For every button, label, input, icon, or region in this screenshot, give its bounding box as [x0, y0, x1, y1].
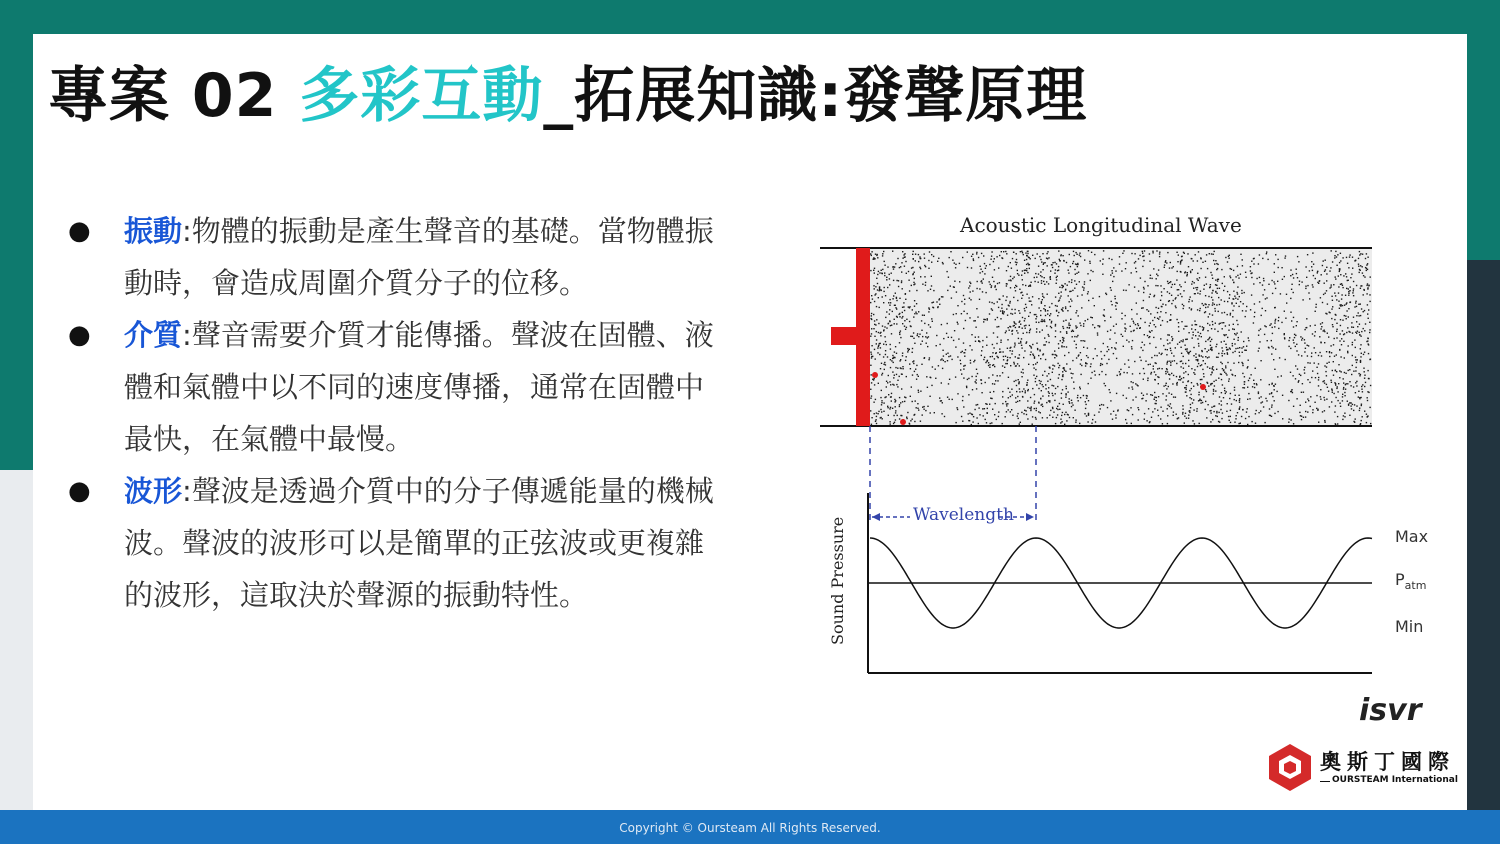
acoustic-wave-figure [725, 205, 1455, 728]
bullet-dot-icon: ● [68, 216, 91, 246]
min-label: Min [1395, 617, 1424, 636]
max-label: Max [1395, 527, 1429, 546]
cube-logo-icon [1266, 742, 1314, 792]
marker-particle [1200, 384, 1206, 390]
bullet-item-medium [64, 309, 724, 465]
y-axis-label: Sound Pressure [828, 516, 847, 645]
bullet-item-waveform [64, 465, 724, 621]
bullet-dot-icon: ● [68, 476, 91, 506]
wavelength-arrowhead-left-icon [872, 513, 880, 521]
copyright-text: Copyright © Oursteam All Rights Reserved. [619, 821, 881, 835]
logo-name: 奧斯丁國際 [1320, 750, 1455, 774]
wavelength-label: Wavelength [913, 505, 1014, 525]
title-prefix: 專案 02 [48, 61, 300, 131]
bullet-term: 振動 [124, 214, 183, 248]
bullet-dot-icon: ● [68, 320, 91, 350]
bullet-text: :聲波是透過介質中的分子傳遞能量的機械波。聲波的波形可以是簡單的正弦波或更複雜的波形，這取決於聲源的振動特性。 [124, 474, 714, 612]
title-suffix: _拓展知識:發聲原理 [543, 61, 1088, 131]
wave-diagram-svg [725, 205, 1455, 725]
logo-subtitle: OURSTEAM International [1332, 775, 1458, 785]
logo-divider [1320, 781, 1330, 782]
isvr-credit: isvr [1359, 693, 1422, 728]
wavelength-arrowhead-right-icon [1026, 513, 1034, 521]
bullet-item-vibration [64, 205, 724, 309]
marker-particle [900, 419, 906, 425]
title-accent: 多彩互動 [299, 61, 544, 131]
oursteam-logo [1266, 742, 1456, 796]
bullet-text: :物體的振動是產生聲音的基礎。當物體振動時，會造成周圍介質分子的位移。 [124, 214, 714, 300]
marker-particle [872, 372, 878, 378]
piston-rod [831, 327, 858, 345]
patm-subscript: atm [1404, 579, 1427, 593]
patm-letter: P [1395, 570, 1405, 589]
footer-bar [0, 810, 1500, 844]
slide-title [48, 48, 1087, 134]
bullet-term: 波形 [124, 474, 183, 508]
bullet-term: 介質 [124, 318, 183, 352]
figure-title: Acoustic Longitudinal Wave [960, 213, 1242, 237]
patm-label [1395, 570, 1426, 592]
bullet-text: :聲音需要介質才能傳播。聲波在固體、液體和氣體中以不同的速度傳播，通常在固體中最快，在氣體中最慢。 [124, 318, 714, 456]
bullet-list [64, 205, 724, 621]
piston [856, 248, 870, 426]
